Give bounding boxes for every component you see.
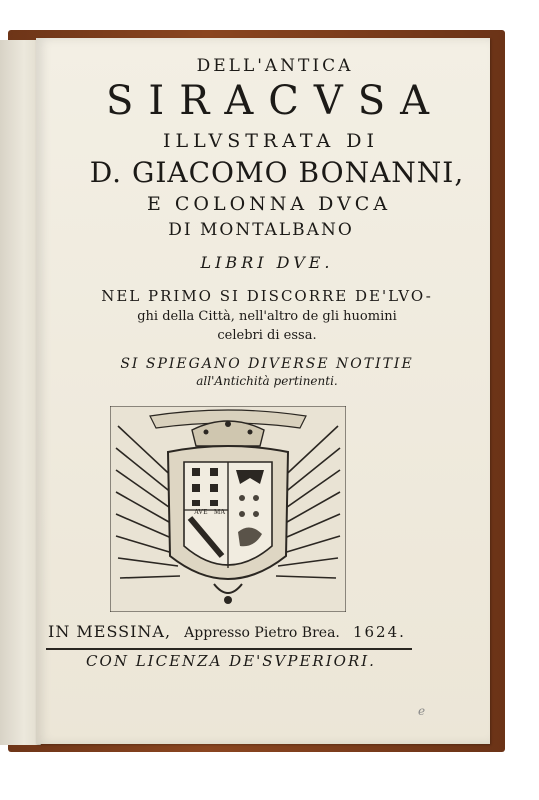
title-line-3: ILLVSTRATA DI xyxy=(162,130,380,152)
books-count: LIBRI DVE. xyxy=(200,253,334,272)
title-line-1: DELL'ANTICA xyxy=(196,56,354,76)
license-line: CON LICENZA DE'SVPERIORI. xyxy=(86,652,376,670)
svg-text:MA: MA xyxy=(214,508,226,516)
title-main-word: SIRACVSA xyxy=(106,78,444,124)
previous-page-edge xyxy=(0,40,41,745)
subtitle-line-2: all'Antichità pertinenti. xyxy=(196,374,338,388)
divider-rule xyxy=(46,648,412,650)
imprint-place: IN MESSINA, xyxy=(48,622,172,641)
subtitle-line-1: SI SPIEGANO DIVERSE NOTITIE xyxy=(120,356,414,372)
imprint-line xyxy=(48,622,406,641)
description-line-1: NEL PRIMO SI DISCORRE DE'LVO- xyxy=(101,287,433,305)
author-name: D. GIACOMO BONANNI, xyxy=(89,156,465,189)
description-line-2: ghi della Città, nell'altro de gli huomini xyxy=(137,309,397,324)
description-line-3: celebri di essa. xyxy=(217,328,317,343)
coat-of-arms-engraving xyxy=(110,406,346,612)
imprint-year: 1624. xyxy=(352,623,406,641)
svg-text:AVE: AVE xyxy=(194,508,208,516)
pencil-annotation: e xyxy=(418,704,426,718)
author-title: E COLONNA DVCA xyxy=(146,193,392,215)
author-domain: DI MONTALBANO xyxy=(168,220,354,240)
imprint-printer: Appresso Pietro Brea. xyxy=(184,625,340,641)
title-page xyxy=(36,38,490,744)
